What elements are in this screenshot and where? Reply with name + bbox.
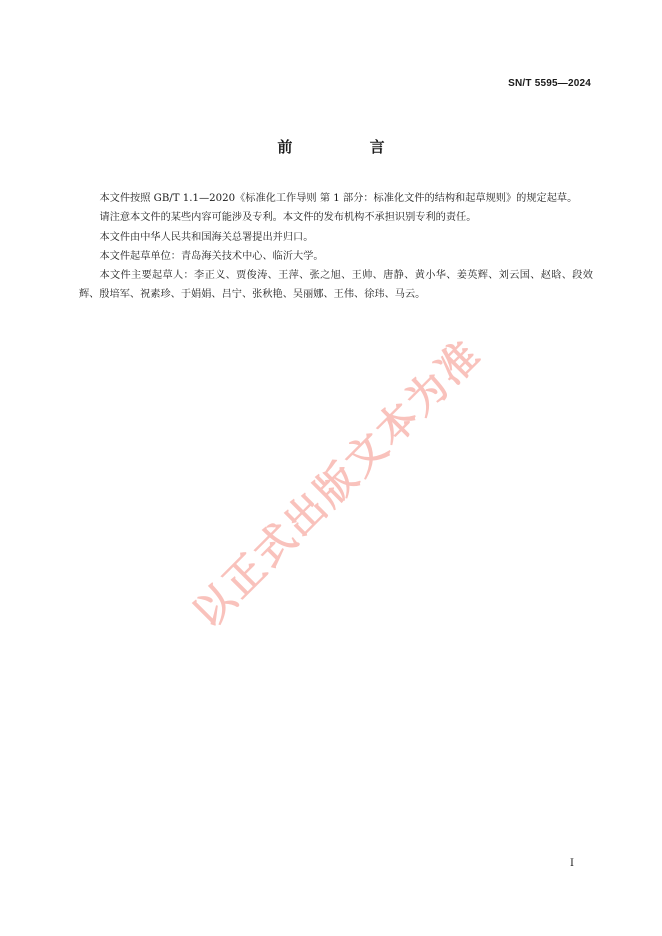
watermark: 以正式出版文本为准 xyxy=(184,330,491,638)
document-code: SN/T 5595—2024 xyxy=(508,78,591,89)
paragraph-proposer: 本文件由中华人民共和国海关总署提出并归口。 xyxy=(99,231,314,243)
paragraph-drafting-units: 本文件起草单位：青岛海关技术中心、临沂大学。 xyxy=(99,250,324,262)
page-title: 前 言 xyxy=(277,138,421,156)
paragraph-drafting-rules: 本文件按照 GB/T 1.1—2020《标准化工作导则 第 1 部分：标准化文件的结构和起草规则》的规定起草。 xyxy=(99,193,578,204)
page-number: I xyxy=(570,858,574,869)
paragraph-patent-notice: 请注意本文件的某些内容可能涉及专利。本文件的发布机构不承担识别专利的责任。 xyxy=(99,212,477,224)
foreword-body xyxy=(79,189,593,305)
paragraph-drafters: 本文件主要起草人：李正义、贾俊涛、王萍、张之旭、王帅、唐静、黄小华、姜英辉、刘云国、赵晗、段效辉、殷培军、祝素珍、于娟娟、吕宁、张秋艳、吴丽娜、王伟、徐玮、马云。 xyxy=(79,270,593,301)
